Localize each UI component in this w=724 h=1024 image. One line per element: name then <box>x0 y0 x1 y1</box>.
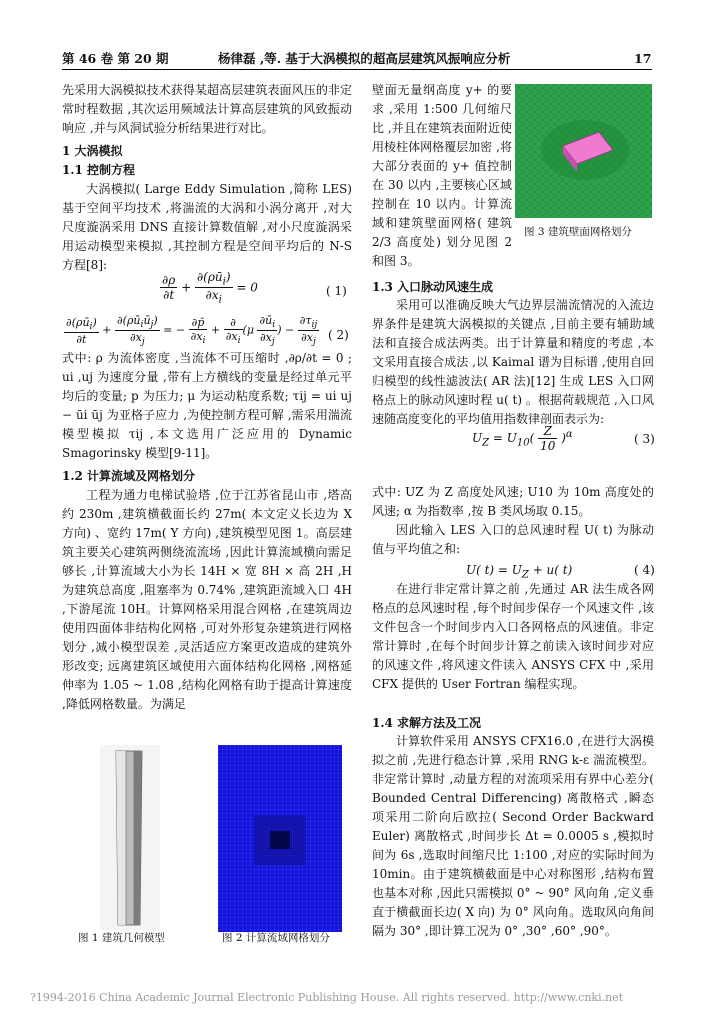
inflow-paragraph: 采用可以准确反映大气边界层湍流情况的入流边界条件是建筑大涡模拟的关键点 ,目前主要有辅助域法和直接合成法两类。出于计算量和精度的考虑 ,本文采用直接合成法 ,以 Kaimal 谱为目标谱 ,使用自回归模型的线性滤波法( AR 法)[12] 生成 LES 入口网格点上的脉动风速时程 u( t) 。根据荷载规范 ,入口风速随高度变化的平均值用指数律剖面表示为: <box>372 298 654 426</box>
equation-3-number: ( 3) <box>634 432 655 446</box>
building-model-figure <box>100 745 160 930</box>
section-1-1-heading: 1.1 控制方程 <box>62 163 136 177</box>
ar-method-paragraph: 在进行非定常计算之前 ,先通过 AR 法生成各网格点的总风速时程 ,每个时间步保存一个风速文件 ,该文件包含一个时间步内入口各网格点的风速值。非定常计算时 ,在每个时间步计算之前读入该时间步对应的风速文件 ,将风速文件读入 ANSYS CFX 中 ,采用 CFX 提供的 User Fortran 编程实现。 <box>372 582 654 691</box>
equation-2-number: ( 2) <box>328 328 349 342</box>
journal-volume: 第 46 卷 第 20 期 <box>62 51 169 66</box>
figure-3-caption: 图 3 建筑壁面网格划分 <box>524 226 632 238</box>
y-plus-paragraph <box>372 81 512 271</box>
total-velocity-intro: 因此输入 LES 入口的总风速时程 U( t) 为脉动值与平均值之和: <box>372 523 654 556</box>
les-paragraph: 大涡模拟( Large Eddy Simulation ,简称 LES) 基于空间平均技术 ,将湍流的大涡和小涡分离开 ,对大尺度漩涡采用 DNS 直接计算数值解 ,对小尺度漩涡采用运动模型来模拟 ,其控制方程是空间平均后的 N-S 方程[8]: <box>62 182 352 272</box>
section-1-heading: 1 大涡模拟 <box>62 144 123 158</box>
equation-2: $\frac{\partial(\rho ū_i)}{\partial t}$ + $\frac{\partial(\rho ū_iū_j)}{\partial x_j}$ = − $\frac{\partial p̄}{\partial x_i}$ + $\frac{\partial}{\partial x_i}$ (μ $\frac{\partial ū_i}{\partial x_j}$ ) − $\frac{\partial\tau_{ij}}{\partial x_j}$ <box>66 314 318 348</box>
header-rule <box>62 69 652 70</box>
solver-paragraph: 计算软件采用 ANSYS CFX16.0 ,在进行大涡模拟之前 ,先进行稳态计算 ,采用 RNG k-ε 湍流模型。非定常计算时 ,动量方程的对流项采用有界中心差分( Bounded Central Differencing) 离散格式 ,瞬态项采用二阶向后欧拉( Second Order Backward Euler) 离散格式 ,时间步长 Δt = 0.0005 s ,模拟时间为 6s ,选取时间缩尺比 1:100 ,对应的实际时间为 10min。由于建筑横截面是中心对称图形 ,结构布置也基本对称 ,因此只需模拟 0° ~ 90° 风向角 ,定义垂直于横截面长边( X 向) 为 0° 风向角。选取风向角间隔为 30° ,即计算工况为 0° ,30° ,60° ,90°。 <box>372 734 654 938</box>
section-1-4-heading: 1.4 求解方法及工况 <box>372 716 482 730</box>
equation-3: $U_Z = U_{10}$( $\frac{Z}{10}$ )$^\alpha$ <box>472 424 573 453</box>
equation-3-variables: 式中: UZ 为 Z 高度处风速; U10 为 10m 高度处的风速; α 为指数率 ,按 B 类风场取 0.15。 <box>372 485 654 518</box>
equation-1: $\frac{\partial\rho}{\partial t}$ + $\frac{\partial(\rho ū_i)}{\partial x_i}$ = 0 <box>162 270 258 306</box>
section-1-2-heading: 1.2 计算流域及网格划分 <box>62 469 196 483</box>
running-title: 杨律磊 ,等. 基于大涡模拟的超高层建筑风振响应分析 <box>218 51 511 66</box>
equation-4: U( $t) = U_Z + u$( t) <box>466 563 573 581</box>
intro-paragraph: 先采用大涡模拟技术获得某超高层建筑表面风压的非定常时程数据 ,其次运用频域法计算高层建筑的风致振动响应 ,并与风洞试验分析结果进行对比。 <box>62 83 352 135</box>
domain-mesh-figure <box>218 745 342 932</box>
equation-1-number: ( 1) <box>326 284 347 298</box>
equation-4-number: ( 4) <box>634 563 655 577</box>
page-number: 17 <box>634 51 652 66</box>
copyright-footer: ?1994-2016 China Academic Journal Electronic Publishing House. All rights reserved. http://www.cnki.net <box>30 991 624 1004</box>
figure-1-caption: 图 1 建筑几何模型 <box>78 932 165 944</box>
figure-2-caption: 图 2 计算流域网格划分 <box>222 932 330 944</box>
equation-variables-paragraph: 式中: ρ 为流体密度 ,当流体不可压缩时 ,∂ρ/∂t = 0 ; ui ,uj 为速度分量 ,带有上方横线的变量是经过单元平均后的变量; p 为压力; μ 为运动粘度系数; τij = ui uj − ūi ūj 为亚格子应力 ,为使控制方程可解 ,需采用湍流模型模拟 τij ,本文选用广泛应用的 Dynamic Smagorinsky 模型[9-11]。 <box>62 351 352 460</box>
wall-mesh-figure <box>515 84 652 218</box>
domain-mesh-paragraph: 工程为通力电梯试验塔 ,位于江苏省昆山市 ,塔高约 230m ,建筑横截面长约 27m( 本文定义长边为 X 方向) 、宽约 17m( Y 方向) ,建筑模型见图 1。高层建筑主要关心建筑两侧绕流流场 ,因此计算流域横向需足够长 ,计算流域大小为长 14H × 宽 8H × 高 2H ,H 为建筑总高度 ,阻塞率为 0.74% ,建筑距流域入口 4H ,下游尾流 10H。计算网格采用混合网格 ,在建筑周边使用四面体非结构化网格 ,可对外形复杂建筑进行网格划分 ,减小模型误差 ,灵活适应方案更改造成的建筑外形改变; 远离建筑区域使用六面体结构化网格 ,网格延伸率为 1.05 ~ 1.08 ,结构化网格有助于提高计算速度 ,降低网格数量。为满足 <box>62 488 352 711</box>
section-1-3-heading: 1.3 入口脉动风速生成 <box>372 280 494 294</box>
y-plus-text: 壁面无量纲高度 y+ 的要求 ,采用 1:500 几何缩尺比 ,并且在建筑表面附近使用棱柱体网格覆层加密 ,将大部分表面的 y+ 值控制在 30 以内 ,主要核心区域控制在 10 以内。计算流域和建筑壁面网格( 建筑 2/3 高度处) 划分见图 2 和图 3。 <box>372 83 512 268</box>
